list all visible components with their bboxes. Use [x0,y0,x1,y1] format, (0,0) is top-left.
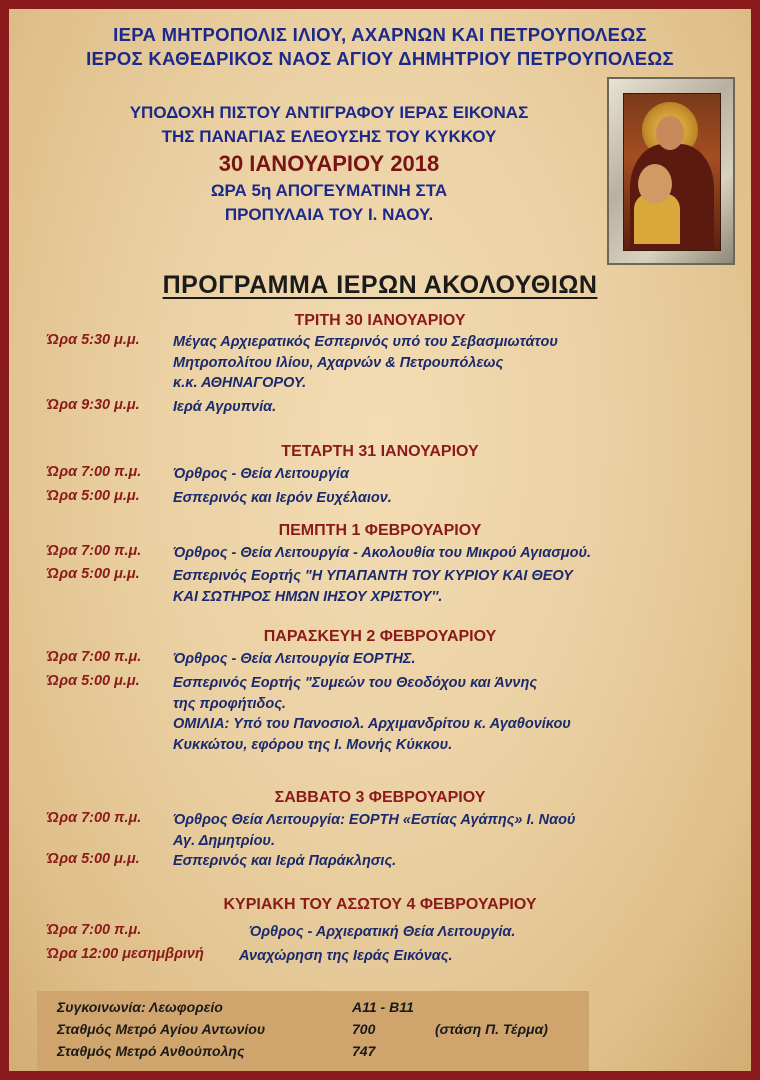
day-title: ΚΥΡΙΑΚΗ ΤΟΥ ΑΣΩΤΟΥ 4 ΦΕΒΡΟΥΑΡΙΟΥ [223,896,537,913]
day-title: ΤΡΙΤΗ 30 ΙΑΝΟΥΑΡΙΟΥ [294,312,466,329]
transport-value: 747 [352,1043,376,1059]
service-time: Ώρα 7:00 π.μ. [47,464,142,480]
service-description: Όρθρος - Αρχιερατική Θεία Λειτουργία. [249,924,516,940]
transport-value: 700 [352,1021,376,1037]
header [9,23,751,71]
transport-value: Α11 - Β11 [352,999,414,1015]
service-time: Ώρα 5:00 μ.μ. [47,673,140,689]
poster [9,9,751,1071]
transport-note: (στάση Π. Τέρμα) [435,1021,548,1037]
service-description: Όρθρος - Θεία Λειτουργία - Ακολουθία του Μικρού Αγιασμού. [173,545,592,561]
service-time: Ώρα 7:00 π.μ. [47,649,142,665]
service-time: Ώρα 5:00 μ.μ. [47,851,140,867]
service-description: Ιερά Αγρυπνία. [173,399,277,415]
service-description: της προφήτιδος. [173,695,286,712]
service-time: Ώρα 5:00 μ.μ. [47,566,140,582]
transport-label: Σταθμός Μετρό Ανθούπολης [57,1043,245,1059]
service-description: Κυκκώτου, εφόρου της Ι. Μονής Κύκκου. [173,736,453,753]
service-description: Εσπερινός Εορτής "Συμεών του Θεοδόχου και Άννης [173,675,538,691]
service-description: Εσπερινός Εορτής "Η ΥΠΑΠΑΝΤΗ ΤΟΥ ΚΥΡΙΟΥ ΚΑΙ ΘΕΟΥ [173,568,573,584]
header-line-1: ΙΕΡΑ ΜΗΤΡΟΠΟΛΙΣ ΙΛΙΟΥ, ΑΧΑΡΝΩΝ ΚΑΙ ΠΕΤΡΟΥΠΟΛΕΩΣ [113,24,647,45]
service-description: Εσπερινός και Ιερόν Ευχέλαιον. [173,490,392,506]
service-description: Όρθρος Θεία Λειτουργία: ΕΟΡΤΗ «Εστίας Αγάπης» Ι. Ναού [173,812,576,828]
service-time: Ώρα 7:00 π.μ. [47,810,142,826]
announce-date: 30 ΙΑΝΟΥΑΡΙΟΥ 2018 [218,151,440,176]
service-time: Ώρα 12:00 μεσημβρινή [47,946,204,962]
service-description: Μητροπολίτου Ιλίου, Αχαρνών & Πετρουπόλεως [173,354,504,371]
service-description: ΟΜΙΛΙΑ: Υπό του Πανοσιολ. Αρχιμανδρίτου κ. Αγαθονίκου [173,716,571,732]
announce-line-1: ΥΠΟΔΟΧΗ ΠΙΣΤΟΥ ΑΝΤΙΓΡΑΦΟΥ ΙΕΡΑΣ ΕΙΚΟΝΑΣ [129,103,529,122]
service-time: Ώρα 9:30 μ.μ. [47,397,140,413]
service-description: ΚΑΙ ΣΩΤΗΡΟΣ ΗΜΩΝ ΙΗΣΟΥ ΧΡΙΣΤΟΥ''. [173,588,443,605]
service-time: Ώρα 5:00 μ.μ. [47,488,140,504]
announce-line-4: ΩΡΑ 5η ΑΠΟΓΕΥΜΑΤΙΝΗ ΣΤΑ [210,181,448,200]
service-time: Ώρα 7:00 π.μ. [47,543,142,559]
announce-line-5: ΠΡΟΠΥΛΑΙΑ ΤΟΥ Ι. ΝΑΟΥ. [224,205,434,224]
announce-line-2: ΤΗΣ ΠΑΝΑΓΙΑΣ ΕΛΕΟΥΣΗΣ ΤΟΥ ΚΥΚΚΟΥ [161,127,497,146]
program-title: ΠΡΟΓΡΑΜΜΑ ΙΕΡΩΝ ΑΚΟΛΟΥΘΙΩΝ [162,271,598,299]
announcement [79,101,579,227]
transport-label: Συγκοινωνία: Λεωφορείο [57,999,223,1015]
day-title: ΠΕΜΠΤΗ 1 ΦΕΒΡΟΥΑΡΙΟΥ [278,522,482,539]
service-time: Ώρα 7:00 π.μ. [47,922,142,938]
service-description: Μέγας Αρχιερατικός Εσπερινός υπό του Σεβασμιωτάτου [173,334,558,350]
service-description: Όρθρος - Θεία Λειτουργία ΕΟΡΤΗΣ. [173,651,416,667]
service-description: κ.κ. ΑΘΗΝΑΓΟΡΟΥ. [173,375,307,391]
day-title: ΣΑΒΒΑΤΟ 3 ΦΕΒΡΟΥΑΡΙΟΥ [274,789,486,806]
service-description: Αγ. Δημητρίου. [173,832,276,849]
header-line-2: ΙΕΡΟΣ ΚΑΘΕΔΡΙΚΟΣ ΝΑΟΣ ΑΓΙΟΥ ΔΗΜΗΤΡΙΟΥ ΠΕΤΡΟΥΠΟΛΕΩΣ [86,48,674,69]
service-time: Ώρα 5:30 μ.μ. [47,332,140,348]
transport-label: Σταθμός Μετρό Αγίου Αντωνίου [57,1021,266,1037]
day-title: ΠΑΡΑΣΚΕΥΗ 2 ΦΕΒΡΟΥΑΡΙΟΥ [263,628,497,645]
transport-box [37,991,589,1071]
service-description: Αναχώρηση της Ιεράς Εικόνας. [239,948,453,964]
day-title: ΤΕΤΑΡΤΗ 31 ΙΑΝΟΥΑΡΙΟΥ [281,443,479,460]
virgin-mary-icon [607,77,735,265]
service-description: Όρθρος - Θεία Λειτουργία [173,466,349,482]
service-description: Εσπερινός και Ιερά Παράκλησις. [173,853,397,869]
